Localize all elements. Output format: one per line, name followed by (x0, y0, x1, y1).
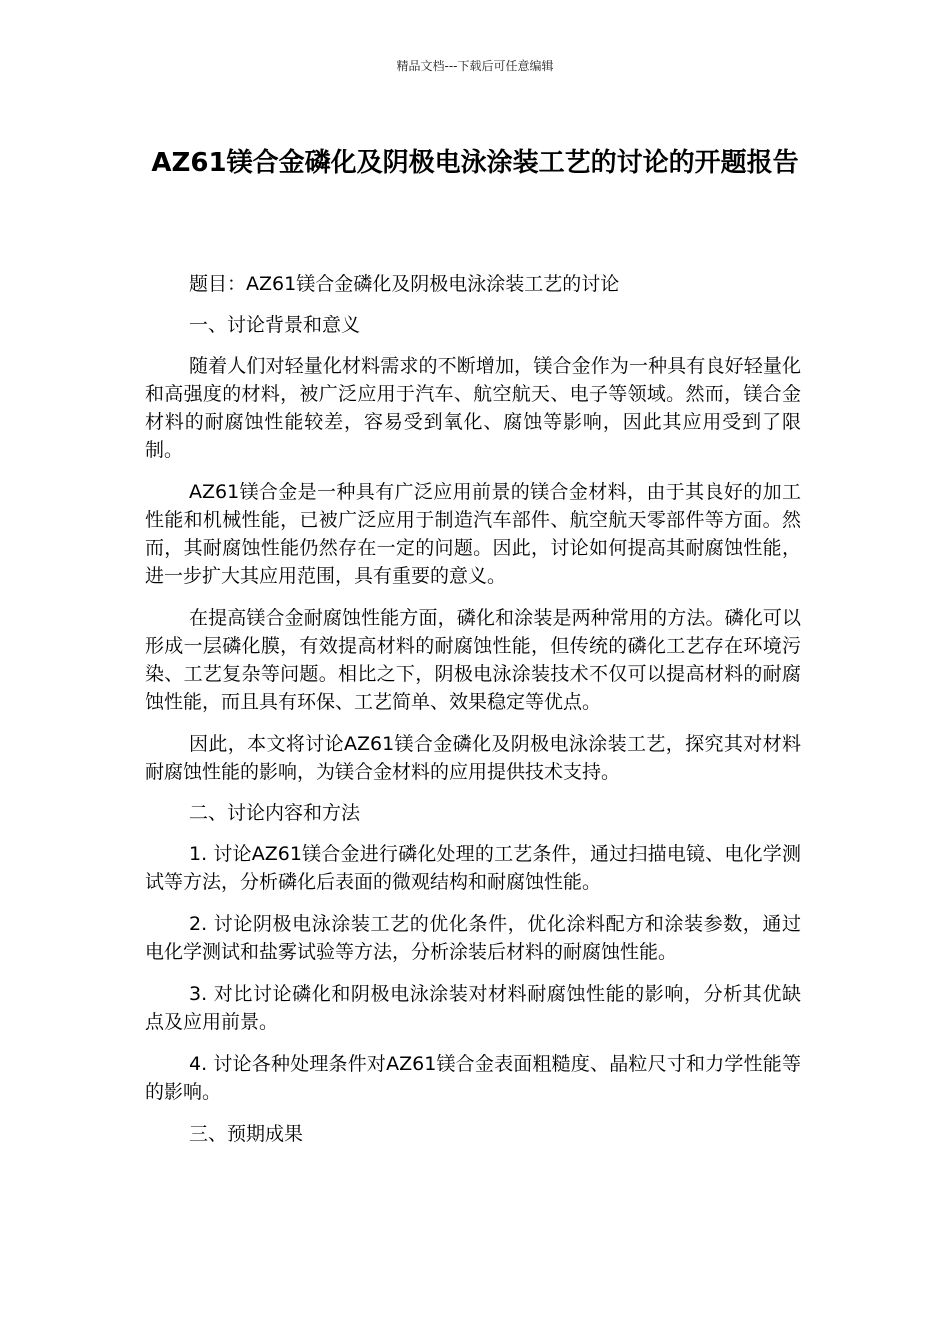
section-heading-background: 一、讨论背景和意义 (189, 314, 361, 336)
section-heading-expected-results: 三、预期成果 (189, 1123, 304, 1145)
document-body (145, 270, 801, 1148)
paragraph-background-4: 因此，本文将讨论AZ61镁合金磷化及阴极电泳涂装工艺，探究其对材料耐腐蚀性能的影响，为镁合金材料的应用提供技术支持。 (145, 733, 801, 783)
list-item-4: 4. 讨论各种处理条件对AZ61镁合金表面粗糙度、晶粒尺寸和力学性能等的影响。 (145, 1053, 801, 1103)
paragraph-background-3: 在提高镁合金耐腐蚀性能方面，磷化和涂装是两种常用的方法。磷化可以形成一层磷化膜，有效提高材料的耐腐蚀性能，但传统的磷化工艺存在环境污染、工艺复杂等问题。相比之下，阴极电泳涂装技术不仅可以提高材料的耐腐蚀性能，而且具有环保、工艺简单、效果稳定等优点。 (145, 607, 801, 713)
paragraph-background-1: 随着人们对轻量化材料需求的不断增加，镁合金作为一种具有良好轻量化和高强度的材料，被广泛应用于汽车、航空航天、电子等领域。然而，镁合金材料的耐腐蚀性能较差，容易受到氧化、腐蚀等影响，因此其应用受到了限制。 (145, 355, 801, 461)
list-item-3: 3. 对比讨论磷化和阴极电泳涂装对材料耐腐蚀性能的影响，分析其优缺点及应用前景。 (145, 983, 801, 1033)
topic-line: 题目：AZ61镁合金磷化及阴极电泳涂装工艺的讨论 (189, 273, 620, 295)
page-header: 精品文档---下载后可任意编辑 (396, 59, 554, 73)
list-item-1: 1. 讨论AZ61镁合金进行磷化处理的工艺条件，通过扫描电镜、电化学测试等方法，分析磷化后表面的微观结构和耐腐蚀性能。 (145, 843, 801, 893)
section-heading-content-methods: 二、讨论内容和方法 (189, 802, 361, 824)
paragraph-background-2: AZ61镁合金是一种具有广泛应用前景的镁合金材料，由于其良好的加工性能和机械性能，已被广泛应用于制造汽车部件、航空航天零部件等方面。然而，其耐腐蚀性能仍然存在一定的问题。因此，讨论如何提高其耐腐蚀性能，进一步扩大其应用范围，具有重要的意义。 (145, 481, 801, 587)
list-item-2: 2. 讨论阴极电泳涂装工艺的优化条件，优化涂料配方和涂装参数，通过电化学测试和盐雾试验等方法，分析涂装后材料的耐腐蚀性能。 (145, 913, 801, 963)
document-title: AZ61镁合金磷化及阴极电泳涂装工艺的讨论的开题报告 (151, 148, 799, 178)
